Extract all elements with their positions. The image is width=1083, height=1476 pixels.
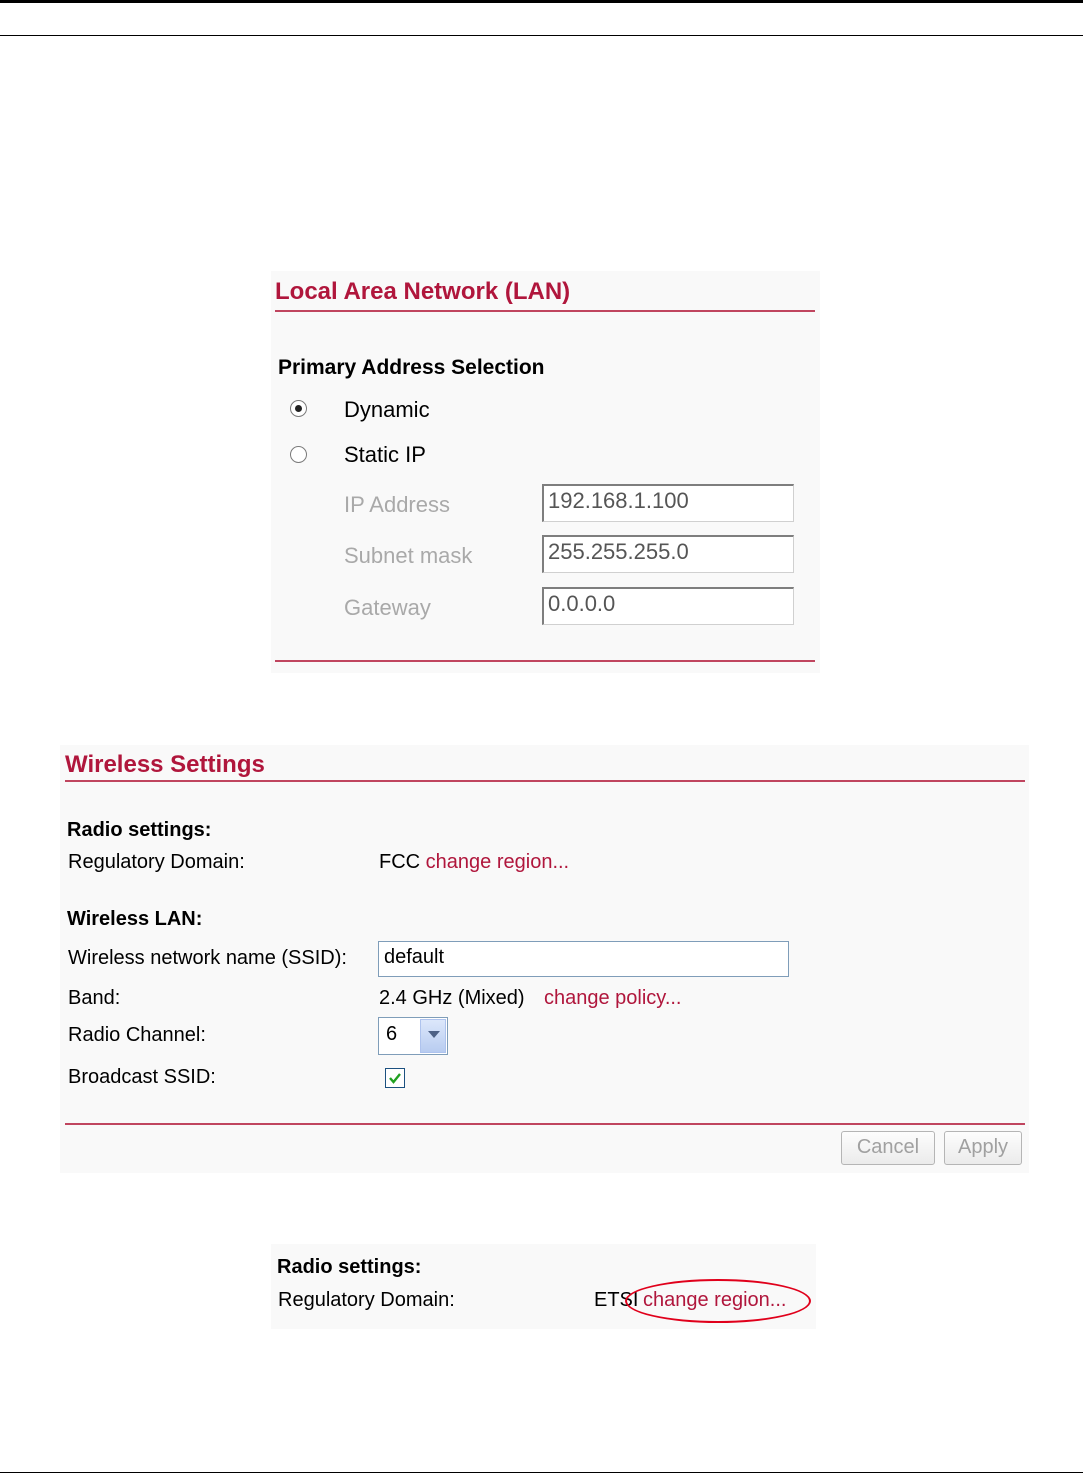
regulatory-domain-value [379,851,569,874]
band-value: 2.4 GHz (Mixed) [379,987,525,1009]
highlight-ellipse [625,1279,811,1323]
apply-button[interactable]: Apply [944,1131,1022,1165]
gateway-label: Gateway [344,595,431,620]
page-footer-rule [0,1472,1083,1473]
page-top-rule [0,0,1083,3]
radio-selected-dot [295,405,302,412]
lan-panel-title: Local Area Network (LAN) [275,278,571,305]
radio-dynamic-label[interactable]: Dynamic [344,397,430,422]
lan-panel [271,271,820,673]
ip-address-label: IP Address [344,492,450,517]
checkmark-icon [388,1071,402,1085]
radio-dynamic[interactable] [290,400,307,417]
wireless-panel-title: Wireless Settings [65,751,265,778]
wireless-title-rule [65,780,1025,782]
subnet-mask-label: Subnet mask [344,543,473,568]
wireless-bottom-rule [65,1123,1025,1125]
radio-excerpt-panel [271,1244,816,1329]
regulatory-domain-code: FCC [379,851,421,873]
broadcast-ssid-checkbox[interactable] [385,1068,405,1088]
radio-channel-select[interactable] [378,1017,448,1055]
change-policy-link[interactable]: change policy... [544,987,682,1009]
radio-static-ip-label[interactable]: Static IP [344,442,426,467]
lan-title-rule [275,310,815,312]
primary-address-label: Primary Address Selection [278,356,545,379]
radio-settings-label: Radio settings: [67,819,212,841]
lan-bottom-rule [275,660,815,662]
broadcast-ssid-label: Broadcast SSID: [68,1066,216,1088]
regulatory-domain-label: Regulatory Domain: [68,851,245,873]
page-header-rule [0,35,1083,36]
gateway-field[interactable]: 0.0.0.0 [542,587,794,625]
band-label: Band: [68,987,121,1009]
excerpt-change-region-link[interactable]: change region... [643,1289,787,1311]
wireless-lan-label: Wireless LAN: [67,908,203,930]
wireless-panel [60,745,1029,1173]
subnet-mask-field[interactable]: 255.255.255.0 [542,535,794,573]
excerpt-regulatory-domain-label: Regulatory Domain: [278,1289,455,1311]
excerpt-regulatory-domain-value: ETSI [594,1289,639,1311]
radio-channel-label: Radio Channel: [68,1024,206,1046]
radio-static-ip[interactable] [290,446,307,463]
ssid-label: Wireless network name (SSID): [68,947,347,969]
excerpt-radio-settings-label: Radio settings: [277,1256,422,1278]
cancel-button[interactable]: Cancel [841,1131,935,1165]
radio-channel-value: 6 [386,1023,398,1045]
change-region-link[interactable]: change region... [425,851,570,873]
ssid-input[interactable]: default [378,941,789,977]
chevron-down-icon[interactable] [420,1019,446,1053]
ip-address-field[interactable]: 192.168.1.100 [542,484,794,522]
